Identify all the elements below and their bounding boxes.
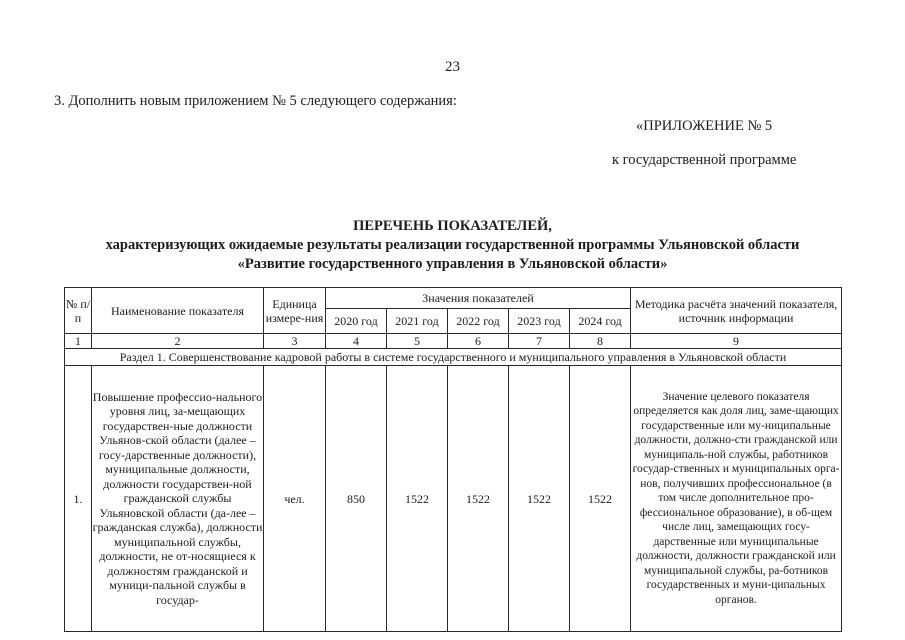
header-year: 2024 год (570, 309, 631, 334)
header-year: 2020 год (326, 309, 387, 334)
header-method: Методика расчёта значений показателя, источник информации (631, 288, 842, 334)
row-num: 1. (65, 366, 92, 632)
header-values-group: Значения показателей (326, 288, 631, 309)
column-number: 7 (509, 334, 570, 349)
row-value: 1522 (509, 366, 570, 632)
column-number: 6 (448, 334, 509, 349)
intro-text: 3. Дополнить новым приложением № 5 следующего содержания: (54, 93, 457, 109)
header-year: 2022 год (448, 309, 509, 334)
column-number: 8 (570, 334, 631, 349)
section-header-row (65, 349, 842, 366)
column-number: 2 (92, 334, 264, 349)
row-value: 1522 (448, 366, 509, 632)
title-line-1: ПЕРЕЧЕНЬ ПОКАЗАТЕЛЕЙ, (353, 218, 552, 234)
table-row (65, 366, 842, 632)
appendix-label: «ПРИЛОЖЕНИЕ № 5 (636, 118, 773, 134)
column-number: 4 (326, 334, 387, 349)
header-year: 2023 год (509, 309, 570, 334)
row-unit: чел. (264, 366, 326, 632)
column-numbers-row (65, 334, 842, 349)
row-value: 1522 (387, 366, 448, 632)
title-line-3: «Развитие государственного управления в Ульяновской области» (237, 256, 668, 272)
header-year: 2021 год (387, 309, 448, 334)
page-number: 23 (445, 59, 460, 75)
section-title: Раздел 1. Совершенствование кадровой работы в системе государственного и муниципального управления в Ульяновской области (65, 349, 842, 366)
appendix-subtitle: к государственной программе (612, 152, 797, 168)
column-number: 3 (264, 334, 326, 349)
row-value: 850 (326, 366, 387, 632)
document-title (0, 217, 905, 274)
column-number: 5 (387, 334, 448, 349)
column-number: 1 (65, 334, 92, 349)
indicators-table (64, 287, 842, 632)
row-methodology: Значение целевого показателя определяется как доля лиц, заме-щающих государственные или му-ниципальные должности, должно-сти гражданской или муниципаль-ной службы, работников государ-ственных и муниципальных орга-нов, получивших профессиональное (в том числе дополнительное про-фессиональное образование), в об-щем числе лиц, замещающих госу-дарственные или муниципальные должности, должности гражданской или муниципальной службы, ра-ботников государственных и муни-ципальных органов. (631, 366, 842, 632)
title-line-2: характеризующих ожидаемые результаты реализации государственной программы Ульяновской области (105, 237, 800, 253)
header-unit: Единица измере-ния (264, 288, 326, 334)
header-num: № п/п (65, 288, 92, 334)
column-number: 9 (631, 334, 842, 349)
header-row-1 (65, 288, 842, 309)
header-name: Наименование показателя (92, 288, 264, 334)
row-indicator-name: Повышение профессио-нального уровня лиц, за-мещающих государствен-ные должности Ульянов-ской области (далее – госу-дарственные должности), муниципальные должности, должности государствен-ной гражданской службы Ульяновской области (да-лее – гражданская служба), должности муниципальной службы, должности, не от-носящиеся к должностям гражданской и муници-пальной службы в государ- (92, 366, 264, 632)
row-value: 1522 (570, 366, 631, 632)
